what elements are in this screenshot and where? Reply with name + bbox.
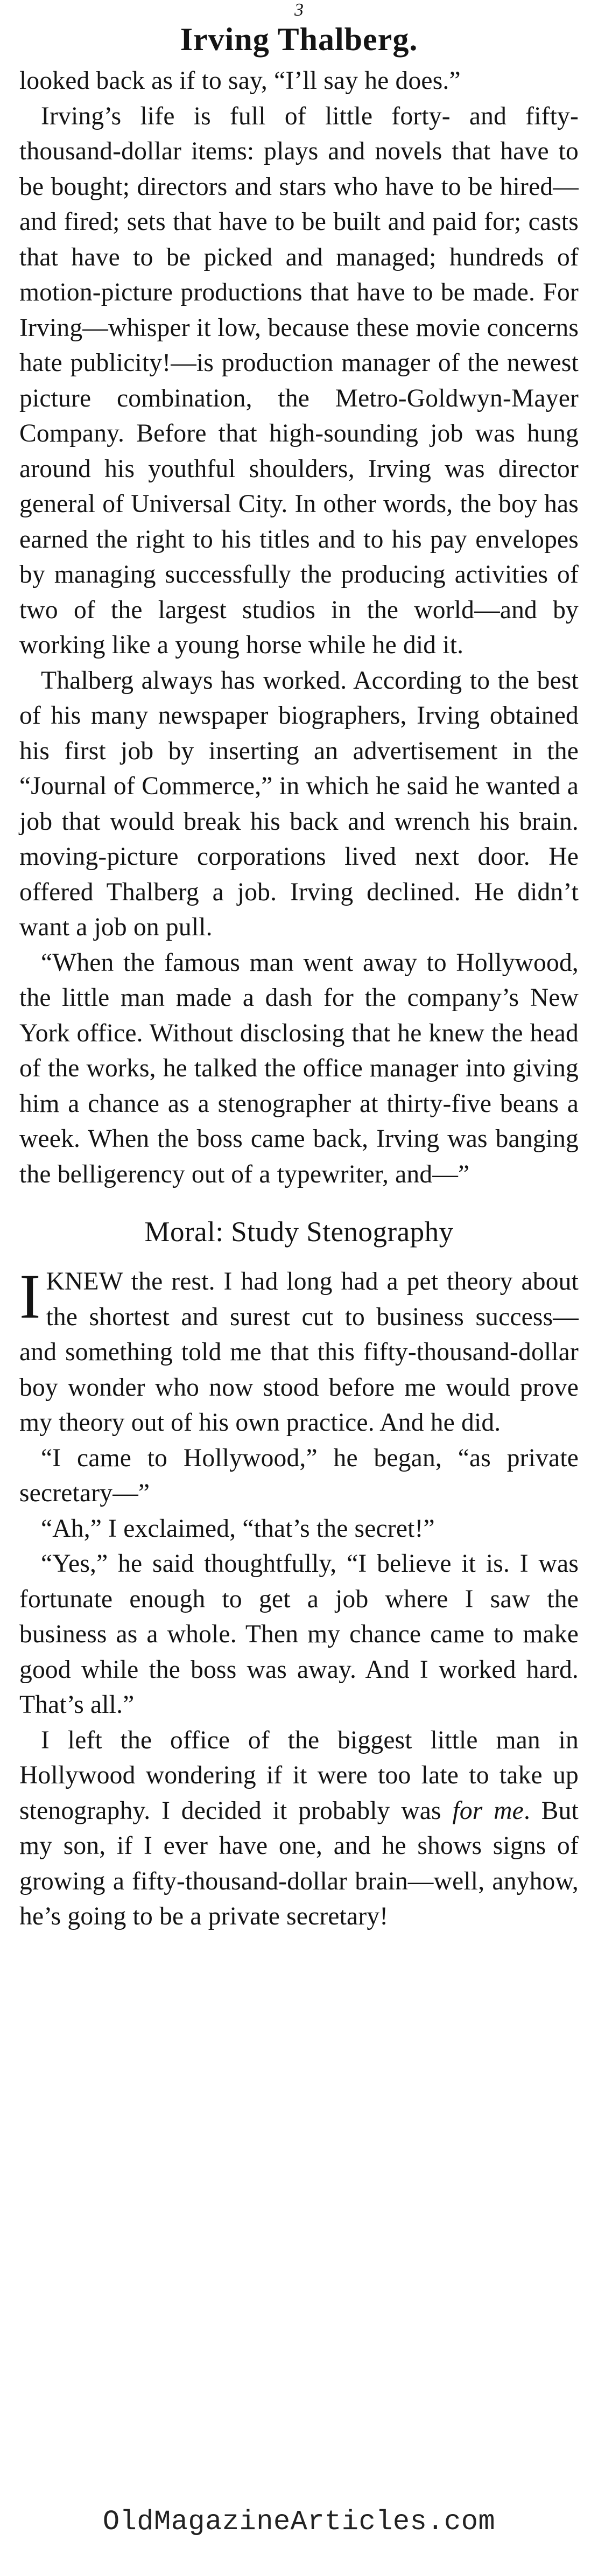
section-heading: Moral: Study Stenography: [144, 1216, 454, 1248]
body-paragraph: “When the famous man went away to Hollywood, the little man made a dash for the company’s New York office. Without disclosing that he knew the head of the works, he talked the office manager into giving him a chance as a stenographer at thirty-five beans a week. When the boss came back, Irving was banging the belligerency out of a typewriter, and—”: [19, 948, 579, 1188]
body-paragraph-continued: looked back as if to say, “I’ll say he does.”: [19, 67, 461, 95]
closing-text-after: . But my son, if I ever have one, and he shows signs of growing a fifty-thousand-dollar brain—well, anyhow, he’s going to be a private secretary!: [19, 1796, 579, 1930]
body-paragraph: Thalberg always has worked. According to the best of his many newspaper biographers, Irving obtained his first job by inserting an advertisement in the “Journal of Commerce,” in which he said he wanted a job that would break his back and wrench his brain. moving-picture corporations lived next door. He offered Thalberg a job. Irving declined. He didn’t want a job on pull.: [19, 666, 579, 941]
page-number: 3: [294, 0, 304, 20]
section-first-paragraph: [19, 1261, 579, 1441]
source-footer: OldMagazineArticles.com: [102, 2506, 496, 2538]
body-paragraph: “Yes,” he said thoughtfully, “I believe it is. I was fortunate enough to get a job where I saw the business as a whole. Then my chance came to make good while the boss was away. And I worked hard. That’s all.”: [19, 1550, 579, 1719]
body-paragraph: “Ah,” I exclaimed, “that’s the secret!”: [41, 1514, 435, 1543]
closing-text-before: I left the office of the biggest little man in Hollywood wondering if it were too late to take up stenography. I decided it probably was: [19, 1726, 579, 1825]
closing-emphasis: for me: [452, 1796, 524, 1825]
body-paragraph: “I came to Hollywood,” he began, “as private secretary—”: [19, 1444, 579, 1507]
section-first-paragraph-text: KNEW the rest. I had long had a pet theory about the shortest and surest cut to business success—and something told me that this fifty-thousand-dollar boy wonder who now stood before me would prove my theory out of his own practice. And he did.: [19, 1268, 579, 1437]
body-paragraph: Irving’s life is full of little forty- and fifty-thousand-dollar items: plays and novels that have to be bought; directors and stars who have to be hired—and fired; sets that have to be built and paid for; casts that have to be picked and managed; hundreds of motion-picture productions that have to be made. For Irving—whisper it low, because these movie concerns hate publicity!—is production manager of the newest picture combination, the Metro-Goldwyn-Mayer Company. Before that high-sounding job was hung around his youthful shoulders, Irving was director general of Universal City. In other words, the boy has earned the right to his titles and to his pay envelopes by managing successfully the producing activities of two of the largest studios in the world—and by working like a young horse while he did it.: [19, 102, 579, 659]
drop-cap: I: [19, 1261, 41, 1332]
closing-paragraph: [19, 1723, 579, 1935]
article-title: Irving Thalberg.: [180, 22, 418, 57]
